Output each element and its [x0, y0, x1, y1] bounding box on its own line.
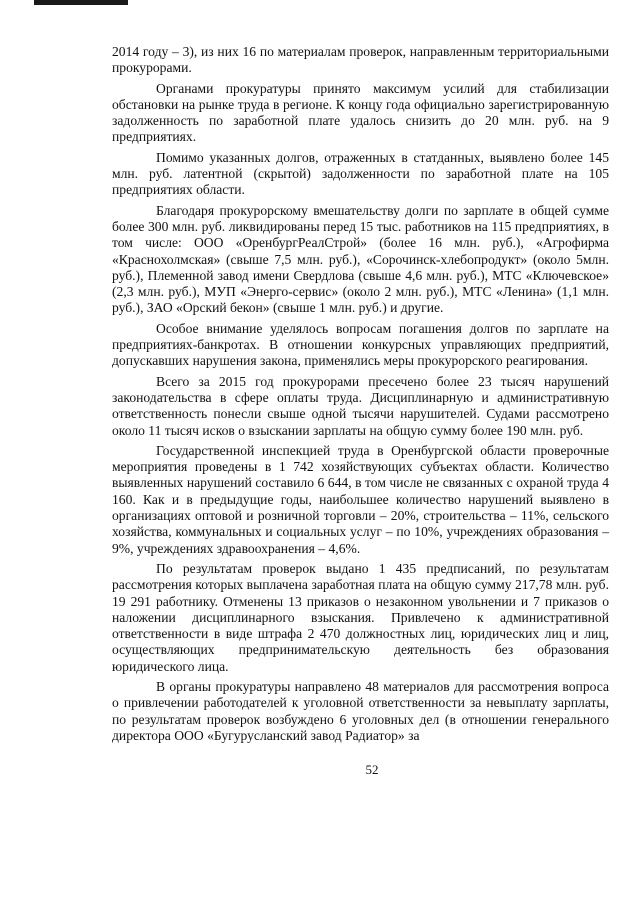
paragraph-2: Органами прокуратуры принято максимум усилий для стабилизации обстановки на рынке труда в регионе. К концу года официально зарегистрированную задолженность по заработной плате удалось снизить до 20 млн. руб. на 9 предприятиях.: [112, 80, 609, 145]
document-body: [112, 44, 609, 748]
paragraph-1: 2014 году – 3), из них 16 по материалам проверок, направленным территориальными прокурорами.: [112, 44, 609, 76]
paragraph-6: Всего за 2015 год прокурорами пресечено более 23 тысяч нарушений законодательства в сфере оплаты труда. Дисциплинарную и административную ответственность понесли свыше одной тысячи нарушителей. Судами рассмотрено около 11 тысяч исков о взыскании зарплаты на общую сумму более 190 млн. руб.: [112, 373, 609, 438]
paragraph-8: По результатам проверок выдано 1 435 предписаний, по результатам рассмотрения которых выплачена заработная плата на общую сумму 217,78 млн. руб. 19 291 работнику. Отменены 13 приказов о незаконном увольнении и 7 приказов о наложении дисциплинарного взыскания. Привлечено к административной ответственности в виде штрафа 2 470 должностных лиц, юридических лиц и лиц, осуществляющих предпринимательскую деятельность без образования юридического лица.: [112, 560, 609, 674]
paragraph-4: Благодаря прокурорскому вмешательству долги по зарплате в общей сумме более 300 млн. руб. ликвидированы перед 15 тыс. работников на 115 предприятиях, в том числе: ООО «ОренбургРеалСтрой» (более 16 млн. руб.), «Агрофирма «Краснохолмская» (свыше 7,5 млн. руб.), «Сорочинск-хлебопродукт» (около 5млн. руб.), Племенной завод имени Свердлова (свыше 4,6 млн. руб.), МТС «Ключевское» (2,3 млн. руб.), МУП «Энерго-сервис» (около 2 млн. руб.), МТС «Ленина» (1,1 млн. руб.), ЗАО «Орский бекон» (свыше 1 млн. руб.) и другие.: [112, 202, 609, 316]
paragraph-7: Государственной инспекцией труда в Оренбургской области проверочные мероприятия проведены в 1 742 хозяйствующих субъектах области. Количество выявленных нарушений составило 6 644, в том числе не связанных с охраной труда 4 160. Как и в предыдущие годы, наибольшее количество нарушений выявлено в организациях оптовой и розничной торговли – 20%, строительства – 11%, сельского хозяйства, коммунальных и социальных услуг – по 10%, учреждениях образования – 9%, учреждениях здравоохранения – 4,6%.: [112, 442, 609, 556]
paragraph-9: В органы прокуратуры направлено 48 материалов для рассмотрения вопроса о привлечении работодателей к уголовной ответственности за невыплату зарплаты, по результатам проверок возбуждено 6 уголовных дел (в отношении генерального директора ООО «Бугурусланский завод Радиатор» за: [112, 678, 609, 743]
paragraph-5: Особое внимание уделялось вопросам погашения долгов по зарплате на предприятиях-банкротах. В отношении конкурсных управляющих предприятий, допускавших нарушения закона, применялись меры прокурорского реагирования.: [112, 320, 609, 369]
scan-top-mark: [34, 0, 128, 5]
paragraph-3: Помимо указанных долгов, отраженных в статданных, выявлено более 145 млн. руб. латентной (скрытой) задолженности по заработной плате на 105 предприятиях области.: [112, 149, 609, 198]
page-number: 52: [365, 762, 379, 777]
